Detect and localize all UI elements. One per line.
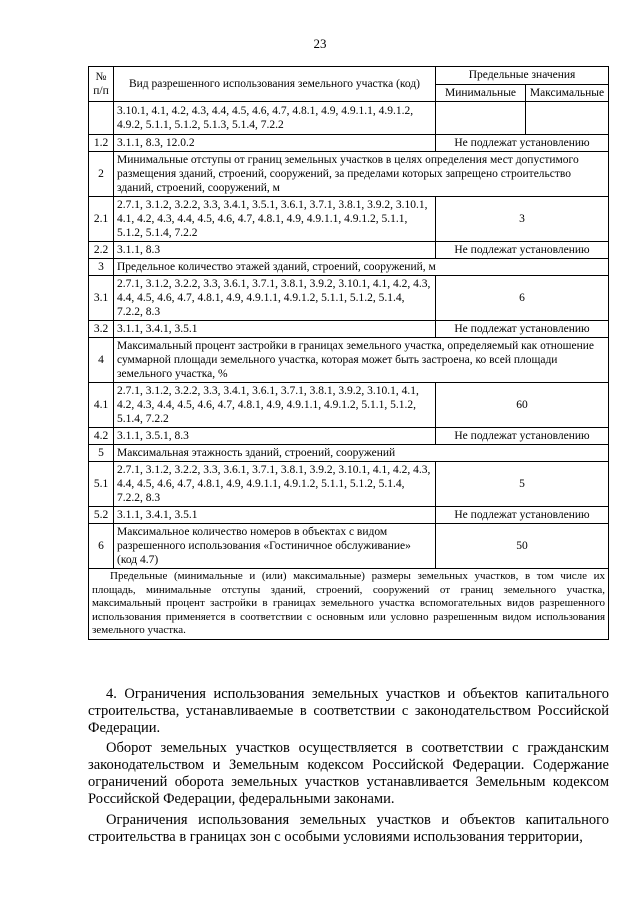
row-number: 4.2 xyxy=(89,428,114,445)
header-limits: Предельные значения xyxy=(436,67,609,85)
paragraph-section-4: 4. Ограничения использования земельных участков и объектов капитального строительства, устанавливаемые в соответствии с законодательством Российской Федерации. xyxy=(88,686,609,736)
row-number: 5 xyxy=(89,445,114,462)
limits-table xyxy=(88,66,609,640)
header-num: № п/п xyxy=(89,67,114,102)
row-description: 3.1.1, 8.3, 12.0.2 xyxy=(114,135,436,152)
table-row xyxy=(89,321,609,338)
row-description: 2.7.1, 3.1.2, 3.2.2, 3.3, 3.6.1, 3.7.1, 3.8.1, 3.9.2, 3.10.1, 4.1, 4.2, 4.3, 4.4, 4.5, 4.6, 4.7, 4.8.1, 4.9, 4.9.1.1, 4.9.1.2, 5.1.1, 5.1.2, 5.1.4, 7.2.2, 8.3 xyxy=(114,462,436,507)
table-row xyxy=(89,507,609,524)
row-description: 2.7.1, 3.1.2, 3.2.2, 3.3, 3.4.1, 3.6.1, 3.7.1, 3.8.1, 3.9.2, 3.10.1, 4.1, 4.2, 4.3, 4.4, 4.5, 4.6, 4.7, 4.8.1, 4.9, 4.9.1.1, 4.9.1.2, 5.1.1, 5.1.2, 5.1.4, 7.2.2 xyxy=(114,383,436,428)
row-description: Максимальное количество номеров в объектах с видом разрешенного использования «Гостиничное обслуживание» (код 4.7) xyxy=(114,524,436,569)
page-number: 23 xyxy=(313,36,327,51)
row-number: 5.2 xyxy=(89,507,114,524)
table-row xyxy=(89,197,609,242)
row-number: 3.1 xyxy=(89,276,114,321)
table-section-row xyxy=(89,445,609,462)
row-number: 3.2 xyxy=(89,321,114,338)
row-number: 4 xyxy=(89,338,114,383)
table-row xyxy=(89,276,609,321)
table-row xyxy=(89,102,609,135)
row-value: 50 xyxy=(436,524,609,569)
row-value: Не подлежат установлению xyxy=(436,507,609,524)
row-value: Не подлежат установлению xyxy=(436,428,609,445)
row-value: Не подлежат установлению xyxy=(436,135,609,152)
table-row xyxy=(89,524,609,569)
row-value: 60 xyxy=(436,383,609,428)
row-number: 2.1 xyxy=(89,197,114,242)
row-max-value xyxy=(526,102,609,135)
table-row xyxy=(89,135,609,152)
row-section-title: Предельное количество этажей зданий, строений, сооружений, м xyxy=(114,259,609,276)
row-value: Не подлежат установлению xyxy=(436,242,609,259)
header-max: Максимальные xyxy=(526,84,609,102)
paragraph-restrictions: Ограничения использования земельных участков и объектов капитального строительства в границах зон с особыми условиями использования территории, xyxy=(88,812,609,845)
paragraph-circulation: Оборот земельных участков осуществляется в соответствии с гражданским законодательством и Земельным кодексом Российской Федерации. Содержание ограничений оборота земельных участков устанавливается Земельным кодексом Российской Федерации, федеральными законами. xyxy=(88,740,609,807)
table-row xyxy=(89,383,609,428)
row-number: 6 xyxy=(89,524,114,569)
row-description: 3.10.1, 4.1, 4.2, 4.3, 4.4, 4.5, 4.6, 4.7, 4.8.1, 4.9, 4.9.1.1, 4.9.1.2, 4.9.2, 5.1.1, 5.1.2, 5.1.3, 5.1.4, 7.2.2 xyxy=(114,102,436,135)
row-description: 2.7.1, 3.1.2, 3.2.2, 3.3, 3.4.1, 3.5.1, 3.6.1, 3.7.1, 3.8.1, 3.9.2, 3.10.1, 4.1, 4.2, 4.3, 4.4, 4.5, 4.6, 4.7, 4.8.1, 4.9, 4.9.1.1, 4.9.1.2, 5.1.1, 5.1.2, 5.1.4, 7.2.2 xyxy=(114,197,436,242)
table-note: Предельные (минимальные и (или) максимальные) размеры земельных участков, в том числе их площадь, минимальные отступы зданий, строений, сооружений от границ земельного участка, максимальный процент застройки в границах земельного участка вспомогательных видов разрешенного использования применяется в соответствии с основным или условно разрешенным видом использования земельного участка. xyxy=(89,569,609,640)
row-number: 2 xyxy=(89,152,114,197)
row-section-title: Максимальный процент застройки в границах земельного участка, определяемый как отношение суммарной площади земельного участка, которая может быть застроена, ко всей площади земельного участка, % xyxy=(114,338,609,383)
row-number xyxy=(89,102,114,135)
row-description: 3.1.1, 3.4.1, 3.5.1 xyxy=(114,321,436,338)
row-number: 1.2 xyxy=(89,135,114,152)
table-section-row xyxy=(89,152,609,197)
row-number: 4.1 xyxy=(89,383,114,428)
row-number: 2.2 xyxy=(89,242,114,259)
header-type: Вид разрешенного использования земельного участка (код) xyxy=(114,67,436,102)
row-value: Не подлежат установлению xyxy=(436,321,609,338)
row-value: 3 xyxy=(436,197,609,242)
table-header-row xyxy=(89,67,609,85)
row-number: 5.1 xyxy=(89,462,114,507)
row-min-value xyxy=(436,102,526,135)
row-description: 3.1.1, 8.3 xyxy=(114,242,436,259)
table-section-row xyxy=(89,338,609,383)
table-row xyxy=(89,462,609,507)
table-section-row xyxy=(89,259,609,276)
row-number: 3 xyxy=(89,259,114,276)
row-section-title: Максимальная этажность зданий, строений, сооружений xyxy=(114,445,609,462)
header-min: Минимальные xyxy=(436,84,526,102)
row-description: 3.1.1, 3.4.1, 3.5.1 xyxy=(114,507,436,524)
row-value: 6 xyxy=(436,276,609,321)
row-section-title: Минимальные отступы от границ земельных участков в целях определения мест допустимого размещения зданий, строений, сооружений, за пределами которых запрещено строительство зданий, строений, сооружений, м xyxy=(114,152,609,197)
row-value: 5 xyxy=(436,462,609,507)
table-row xyxy=(89,428,609,445)
table-row xyxy=(89,242,609,259)
row-description: 3.1.1, 3.5.1, 8.3 xyxy=(114,428,436,445)
table-note-row xyxy=(89,569,609,640)
row-description: 2.7.1, 3.1.2, 3.2.2, 3.3, 3.6.1, 3.7.1, 3.8.1, 3.9.2, 3.10.1, 4.1, 4.2, 4.3, 4.4, 4.5, 4.6, 4.7, 4.8.1, 4.9, 4.9.1.1, 4.9.1.2, 5.1.1, 5.1.2, 5.1.4, 7.2.2, 8.3 xyxy=(114,276,436,321)
